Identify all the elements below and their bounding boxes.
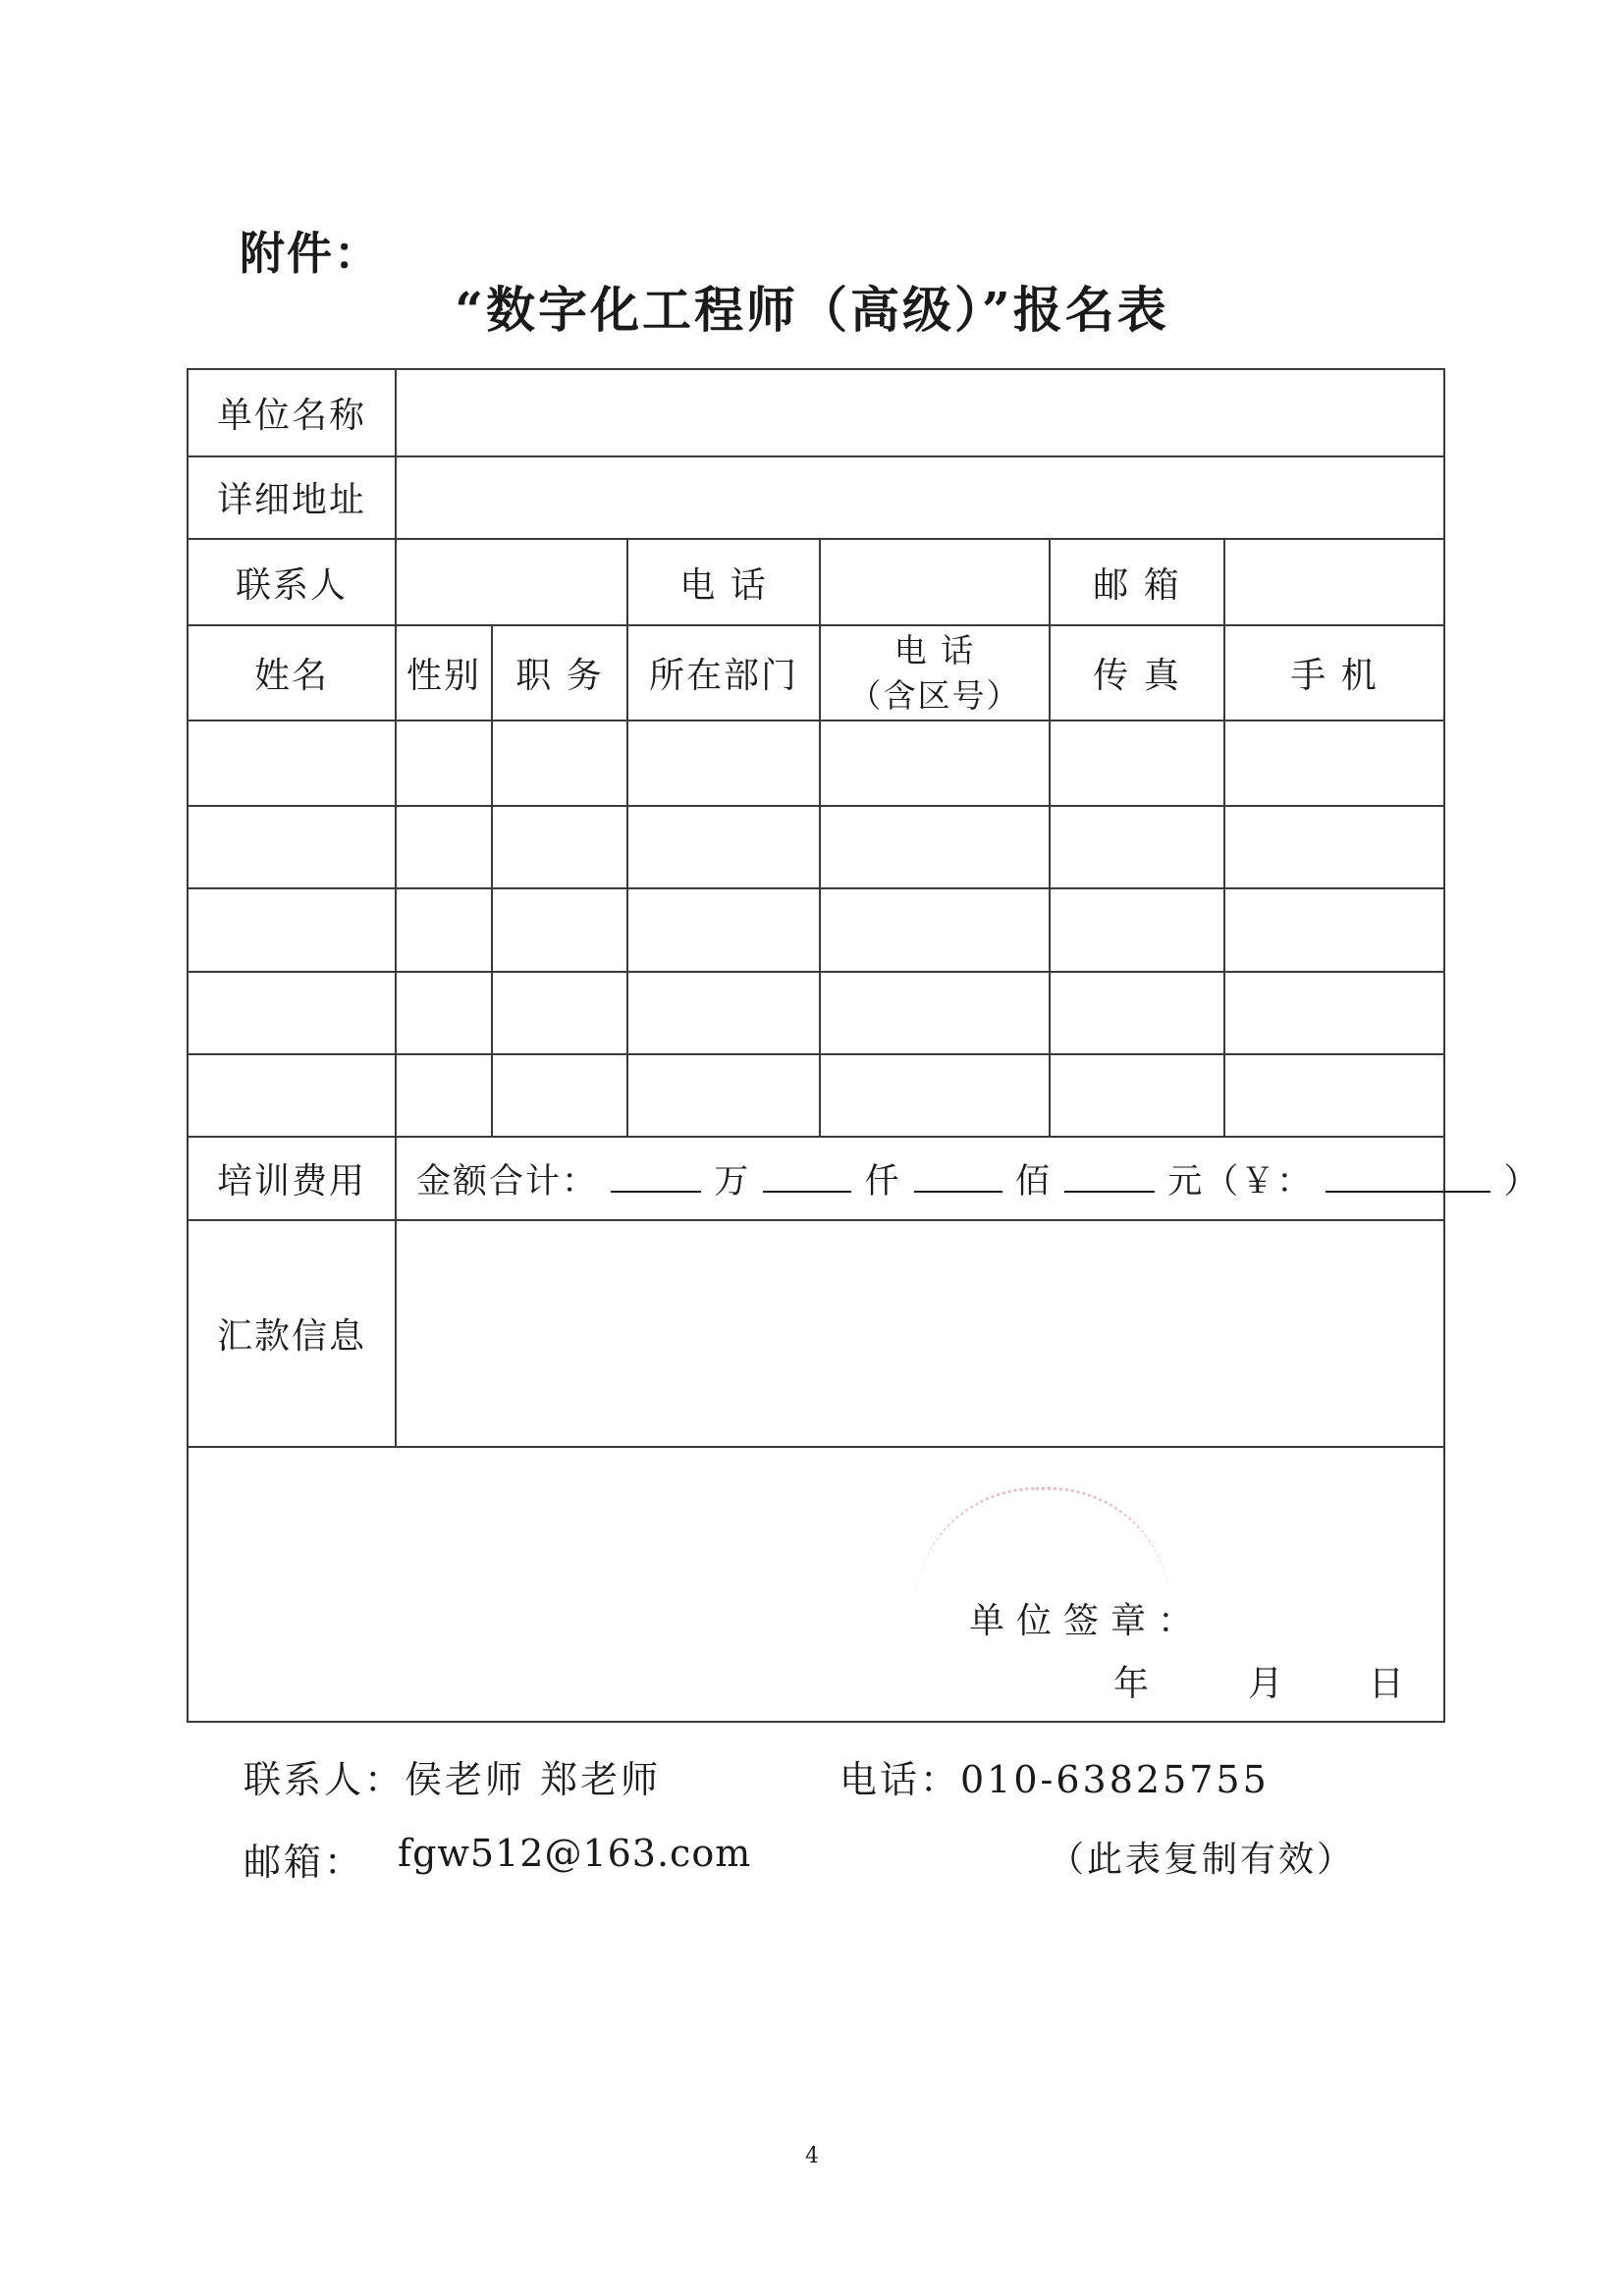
fee-close: ） xyxy=(1503,1161,1541,1201)
fee-total-blank[interactable] xyxy=(1326,1161,1490,1193)
fee-qian-blank[interactable] xyxy=(763,1161,851,1193)
address-label: 详细地址 xyxy=(188,456,396,539)
cell[interactable] xyxy=(627,1054,820,1137)
fee-label: 培训费用 xyxy=(188,1137,396,1219)
address-field[interactable] xyxy=(396,456,1444,539)
cell[interactable] xyxy=(396,806,492,888)
fee-qian-unit: 仟 xyxy=(864,1161,901,1201)
fee-bai-unit: 佰 xyxy=(1014,1161,1052,1201)
table-row xyxy=(188,1054,1444,1137)
phone-field[interactable] xyxy=(820,539,1050,626)
fee-wan-unit: 万 xyxy=(714,1161,751,1201)
cell[interactable] xyxy=(820,1054,1050,1137)
cell[interactable] xyxy=(188,806,396,888)
signature-cell xyxy=(188,1447,1444,1722)
fee-yuan-unit: 元（￥： xyxy=(1167,1161,1314,1201)
column-department: 所在部门 xyxy=(627,625,820,721)
attachment-label: 附件： xyxy=(240,227,381,280)
seal-stamp-mark xyxy=(915,1487,1170,1608)
table-row xyxy=(188,721,1444,806)
cell[interactable] xyxy=(188,721,396,806)
fee-bai-blank[interactable] xyxy=(914,1161,1002,1193)
contact-person-field[interactable] xyxy=(396,539,627,626)
column-mobile: 手 机 xyxy=(1224,625,1444,721)
column-phone xyxy=(820,625,1050,721)
cell[interactable] xyxy=(396,1054,492,1137)
date-row xyxy=(1113,1656,1406,1706)
year-label: 年 xyxy=(1113,1664,1152,1705)
month-label: 月 xyxy=(1247,1664,1285,1705)
cell[interactable] xyxy=(1050,721,1224,806)
cell[interactable] xyxy=(1224,888,1444,971)
footer-phone: 电话：010-63825755 xyxy=(839,1758,1270,1801)
cell[interactable] xyxy=(188,1054,396,1137)
column-name: 姓名 xyxy=(188,625,396,721)
unit-name-field[interactable] xyxy=(396,369,1444,456)
cell[interactable] xyxy=(627,721,820,806)
fee-prefix: 金额合计： xyxy=(416,1161,599,1201)
email-label: 邮 箱 xyxy=(1050,539,1224,626)
footer-email-label: 邮箱： xyxy=(244,1841,365,1884)
footer-note: （此表复制有效） xyxy=(1049,1840,1356,1880)
email-field[interactable] xyxy=(1224,539,1444,626)
form-title: “数字化工程师（高级）”报名表 xyxy=(455,281,1169,339)
cell[interactable] xyxy=(1050,888,1224,971)
remit-label: 汇款信息 xyxy=(188,1220,396,1447)
cell[interactable] xyxy=(396,721,492,806)
cell[interactable] xyxy=(1050,972,1224,1054)
unit-name-label: 单位名称 xyxy=(188,369,396,456)
cell[interactable] xyxy=(1224,1054,1444,1137)
cell[interactable] xyxy=(820,721,1050,806)
cell[interactable] xyxy=(1050,806,1224,888)
cell[interactable] xyxy=(820,972,1050,1054)
cell[interactable] xyxy=(1224,972,1444,1054)
table-row xyxy=(188,972,1444,1054)
fee-amount-row xyxy=(396,1137,1541,1219)
cell[interactable] xyxy=(627,888,820,971)
cell[interactable] xyxy=(492,721,627,806)
cell[interactable] xyxy=(1050,1054,1224,1137)
fee-wan-blank[interactable] xyxy=(611,1161,701,1193)
column-gender: 性别 xyxy=(396,625,492,721)
cell[interactable] xyxy=(188,888,396,971)
cell[interactable] xyxy=(820,888,1050,971)
fee-yuan-blank[interactable] xyxy=(1064,1161,1155,1193)
cell[interactable] xyxy=(820,806,1050,888)
cell[interactable] xyxy=(492,888,627,971)
cell[interactable] xyxy=(396,972,492,1054)
column-fax: 传 真 xyxy=(1050,625,1224,721)
cell[interactable] xyxy=(188,972,396,1054)
table-row xyxy=(188,888,1444,971)
cell[interactable] xyxy=(1224,806,1444,888)
column-position: 职 务 xyxy=(492,625,627,721)
cell[interactable] xyxy=(396,888,492,971)
signature-area xyxy=(189,1448,1443,1721)
cell[interactable] xyxy=(492,1054,627,1137)
registration-form xyxy=(187,368,1541,1723)
cell[interactable] xyxy=(1224,721,1444,806)
column-phone-line1: 电 话 xyxy=(893,630,976,669)
unit-seal-label: 单位签章： xyxy=(969,1601,1206,1642)
remit-field[interactable] xyxy=(396,1220,1444,1447)
contact-person-label: 联系人 xyxy=(188,539,396,626)
cell[interactable] xyxy=(627,972,820,1054)
cell[interactable] xyxy=(627,806,820,888)
footer-contact: 联系人：侯老师 郑老师 xyxy=(244,1758,662,1801)
cell[interactable] xyxy=(492,972,627,1054)
page-number: 4 xyxy=(805,2144,819,2168)
column-phone-line2: （含区号） xyxy=(848,675,1021,715)
cell[interactable] xyxy=(492,806,627,888)
table-row xyxy=(188,806,1444,888)
phone-label: 电 话 xyxy=(627,539,820,626)
footer-email[interactable]: fgw512@163.com xyxy=(398,1832,752,1875)
day-label: 日 xyxy=(1368,1664,1406,1705)
